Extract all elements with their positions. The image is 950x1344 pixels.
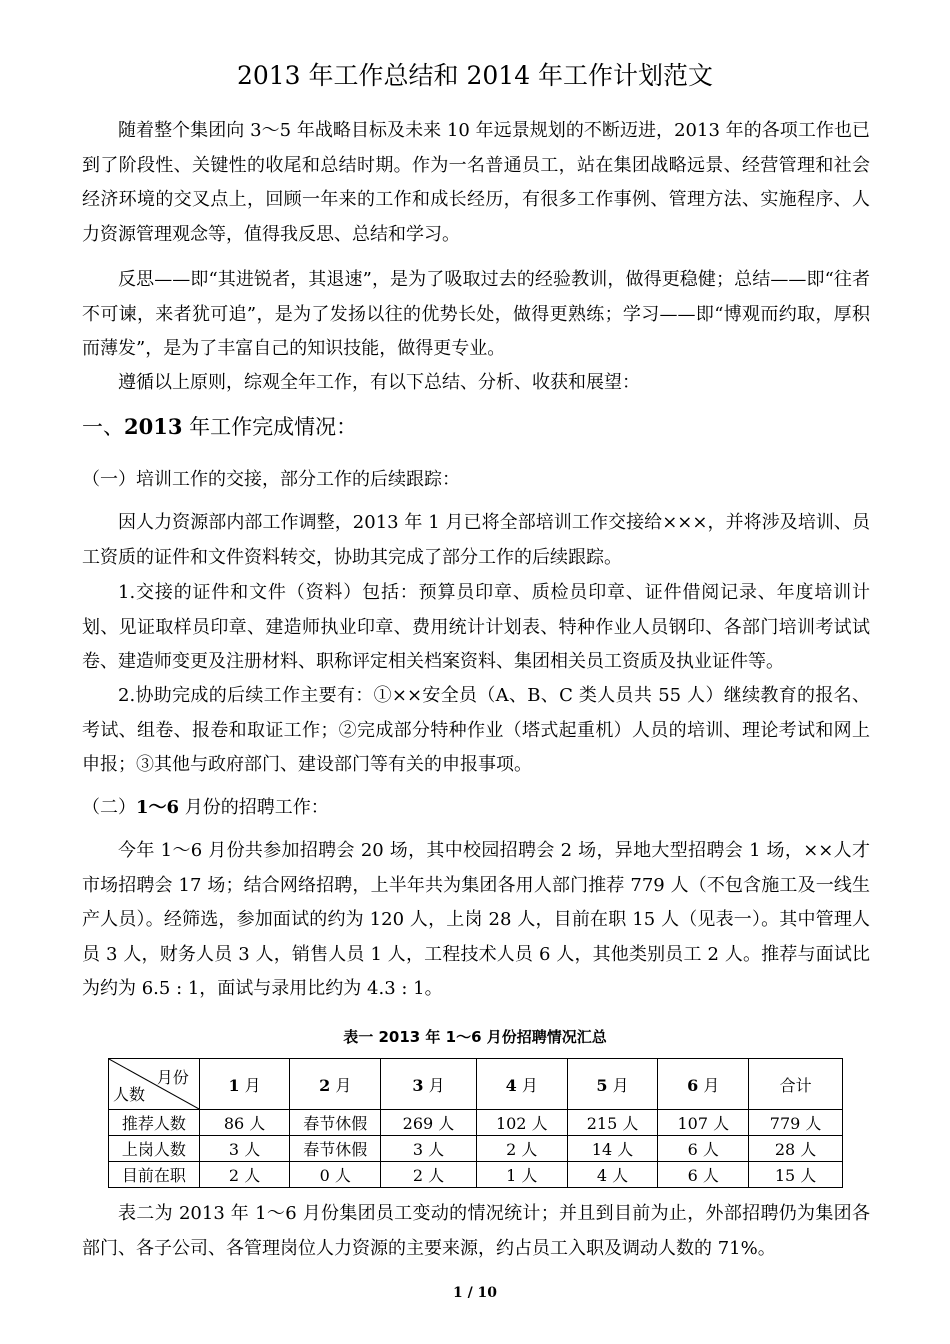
table-cell-total: 779 人 [749, 1110, 843, 1136]
subsection-heading-2-prefix: （二） [82, 797, 136, 818]
subsection-1-paragraph-1: 因人力资源部内部工作调整，2013 年 1 月已将全部培训工作交接给×××，并将涉及培训、员工资质的证件和文件资料转交，协助其完成了部分工作的后续跟踪。 [82, 512, 870, 568]
table-cell: 14 人 [567, 1136, 658, 1162]
subsection-heading-2 [82, 791, 870, 825]
page-number: 1 / 10 [452, 1285, 498, 1301]
section-heading-1 [82, 410, 870, 444]
table-cell-total: 28 人 [749, 1136, 843, 1162]
subsection-1-paragraph-3: 2.协助完成的后续工作主要有：①××安全员（A、B、C 类人员共 55 人）继续教育的报名、考试、组卷、报卷和取证工作；②完成部分特种作业（塔式起重机）人员的培训、理论考试和网上申报；③其他与政府部门、建设部门等有关的申报事项。 [82, 685, 870, 775]
recruitment-paragraph: 今年 1～6 月份共参加招聘会 20 场，其中校园招聘会 2 场，异地大型招聘会 1 场，××人才市场招聘会 17 场；结合网络招聘，上半年共为集团各用人部门推荐 779 人（不包含施工及一线生产人员）。经筛选，参加面试的约为 120 人，上岗 28 人，目前在职 15 人（见表一）。其中管理人员 3 人，财务人员 3 人，销售人员 1 人，工程技术人员 6 人，其他类别员工 2 人。推荐与面试比为约为 6.5 : 1，面试与录用比约为 4.3 : 1。 [82, 840, 870, 999]
subsection-1-paragraph-2: 1.交接的证件和文件（资料）包括：预算员印章、质检员印章、证件借阅记录、年度培训计划、见证取样员印章、建造师执业印章、费用统计计划表、特种作业人员钢印、各部门培训考试试卷、建造师变更及注册材料、职称评定相关档案资料、集团相关员工资质及执业证件等。 [82, 582, 870, 672]
table-header-month: 1 月 [199, 1059, 290, 1110]
table-cell: 2 人 [199, 1162, 290, 1188]
corner-month-label: 月份 [156, 1068, 189, 1087]
subsection-heading-2-range: 1～6 [136, 797, 180, 818]
after-table-paragraph: 表二为 2013 年 1～6 月份集团员工变动的情况统计；并且到目前为止，外部招聘仍为集团各部门、各子公司、各管理岗位人力资源的主要来源，约占员工入职及调动人数的 71%。 [82, 1203, 870, 1259]
section-heading-prefix: 一、 [82, 415, 124, 439]
table-cell: 春节休假 [290, 1136, 381, 1162]
table-header-month: 3 月 [381, 1059, 477, 1110]
table-row-label: 上岗人数 [109, 1136, 200, 1162]
subsection-heading-2-rest: 月份的招聘工作： [179, 797, 329, 818]
table-row [109, 1110, 843, 1136]
table-row-label: 推荐人数 [109, 1110, 200, 1136]
intro-paragraph-2: 反思——即“其进锐者，其退速”，是为了吸取过去的经验教训，做得更稳健；总结——即“往者不可谏，来者犹可追”，是为了发扬以往的优势长处，做得更熟练；学习——即“博观而约取，厚积而薄发”，是为了丰富自己的知识技能，做得更专业。 [82, 269, 870, 359]
table-cell: 3 人 [381, 1136, 477, 1162]
table-cell: 102 人 [476, 1110, 567, 1136]
table-cell: 6 人 [658, 1136, 749, 1162]
table-cell: 107 人 [658, 1110, 749, 1136]
table-header-month: 6 月 [658, 1059, 749, 1110]
table-cell: 春节休假 [290, 1110, 381, 1136]
table-header-month: 5 月 [567, 1059, 658, 1110]
table-row-label: 目前在职 [109, 1162, 200, 1188]
recruitment-table [108, 1058, 843, 1188]
table-cell: 4 人 [567, 1162, 658, 1188]
table-cell: 3 人 [199, 1136, 290, 1162]
table-cell: 1 人 [476, 1162, 567, 1188]
table-caption: 表一 2013 年 1～6 月份招聘情况汇总 [343, 1028, 607, 1046]
table-cell: 2 人 [476, 1136, 567, 1162]
table-cell: 0 人 [290, 1162, 381, 1188]
table-row [109, 1136, 843, 1162]
section-heading-rest: 年工作完成情况： [182, 415, 358, 439]
table-header-total: 合计 [749, 1059, 843, 1110]
table-cell: 6 人 [658, 1162, 749, 1188]
table-header-month: 2 月 [290, 1059, 381, 1110]
subsection-heading-1: （一）培训工作的交接，部分工作的后续跟踪： [82, 469, 460, 490]
intro-paragraph-1: 随着整个集团向 3～5 年战略目标及未来 10 年远景规划的不断迈进，2013 年的各项工作也已到了阶段性、关键性的收尾和总结时期。作为一名普通员工，站在集团战略远景、经营管理和社会经济环境的交叉点上，回顾一年来的工作和成长经历，有很多工作事例、管理方法、实施程序、人力资源管理观念等，值得我反思、总结和学习。 [82, 120, 870, 245]
document-title: 2013 年工作总结和 2014 年工作计划范文 [236, 61, 714, 90]
intro-paragraph-3: 遵循以上原则，综观全年工作，有以下总结、分析、收获和展望： [118, 372, 640, 393]
table-cell-total: 15 人 [749, 1162, 843, 1188]
table-cell: 86 人 [199, 1110, 290, 1136]
table-cell: 269 人 [381, 1110, 477, 1136]
table-cell: 2 人 [381, 1162, 477, 1188]
table-cell: 215 人 [567, 1110, 658, 1136]
table-header-row [109, 1059, 843, 1110]
corner-count-label: 人数 [113, 1085, 146, 1104]
table-row [109, 1162, 843, 1188]
table-corner-cell [109, 1059, 200, 1110]
table-header-month: 4 月 [476, 1059, 567, 1110]
section-heading-year: 2013 [124, 414, 183, 439]
